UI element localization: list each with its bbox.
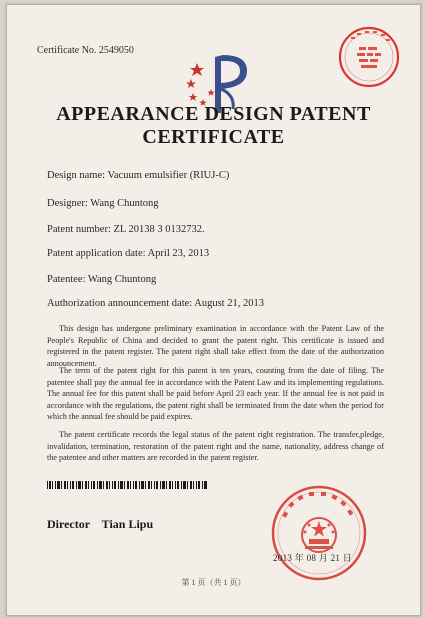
authorization-date-field: Authorization announcement date: August 21, 2013 [47, 298, 264, 309]
design-name-field: Design name: Vacuum emulsifier (RIUJ-C) [47, 170, 230, 181]
patent-number-field: Patent number: ZL 20138 3 0132732. [47, 224, 205, 235]
paragraph-grant: This design has undergone preliminary examination in accordance with the Patent Law of the People's Republic of China and decided to grant the patent right. This certificate is issued and registered in the patent register. The patent right shall take effect from the date of the authorization announcement. [47, 324, 384, 368]
page-number: 第 1 页（共 1 页） [181, 578, 246, 587]
certificate-title-line1: APPEARANCE DESIGN PATENT [56, 103, 371, 125]
official-seal-large [269, 483, 369, 583]
certificate-number: Certificate No. 2549050 [37, 45, 134, 56]
barcode [47, 481, 207, 489]
certificate-sheet [6, 4, 421, 616]
issue-date: 2013 年 08 月 21 日 [273, 553, 353, 563]
director-signature-line: Director Tian Lipu [47, 517, 154, 531]
designer-field: Designer: Wang Chuntong [47, 198, 159, 209]
paragraph-term: The term of the patent right for this patent is ten years, counting from the date of filing. The patentee shall pay the annual fee in accordance with the Patent Law and its implementing regulations. The annual fee for this patent shall be paid before April 23 each year. If the annual fee is not paid in accordance with the regulations, the patent right shall be terminated from the date when the period for which the annual fee should be paid expires. [47, 366, 384, 422]
paragraph-legal-status: The patent certificate records the legal status of the patent right registration. The transfer,pledge, invalidation, termination, restoration of the patent right and the name, nationality, address change of the patentee and other matters are recorded in the patent register. [47, 430, 384, 463]
official-seal-small [337, 25, 401, 89]
certificate-title-line2: CERTIFICATE [142, 126, 285, 148]
application-date-field: Patent application date: April 23, 2013 [47, 248, 210, 259]
patentee-field: Patentee: Wang Chuntong [47, 274, 157, 285]
